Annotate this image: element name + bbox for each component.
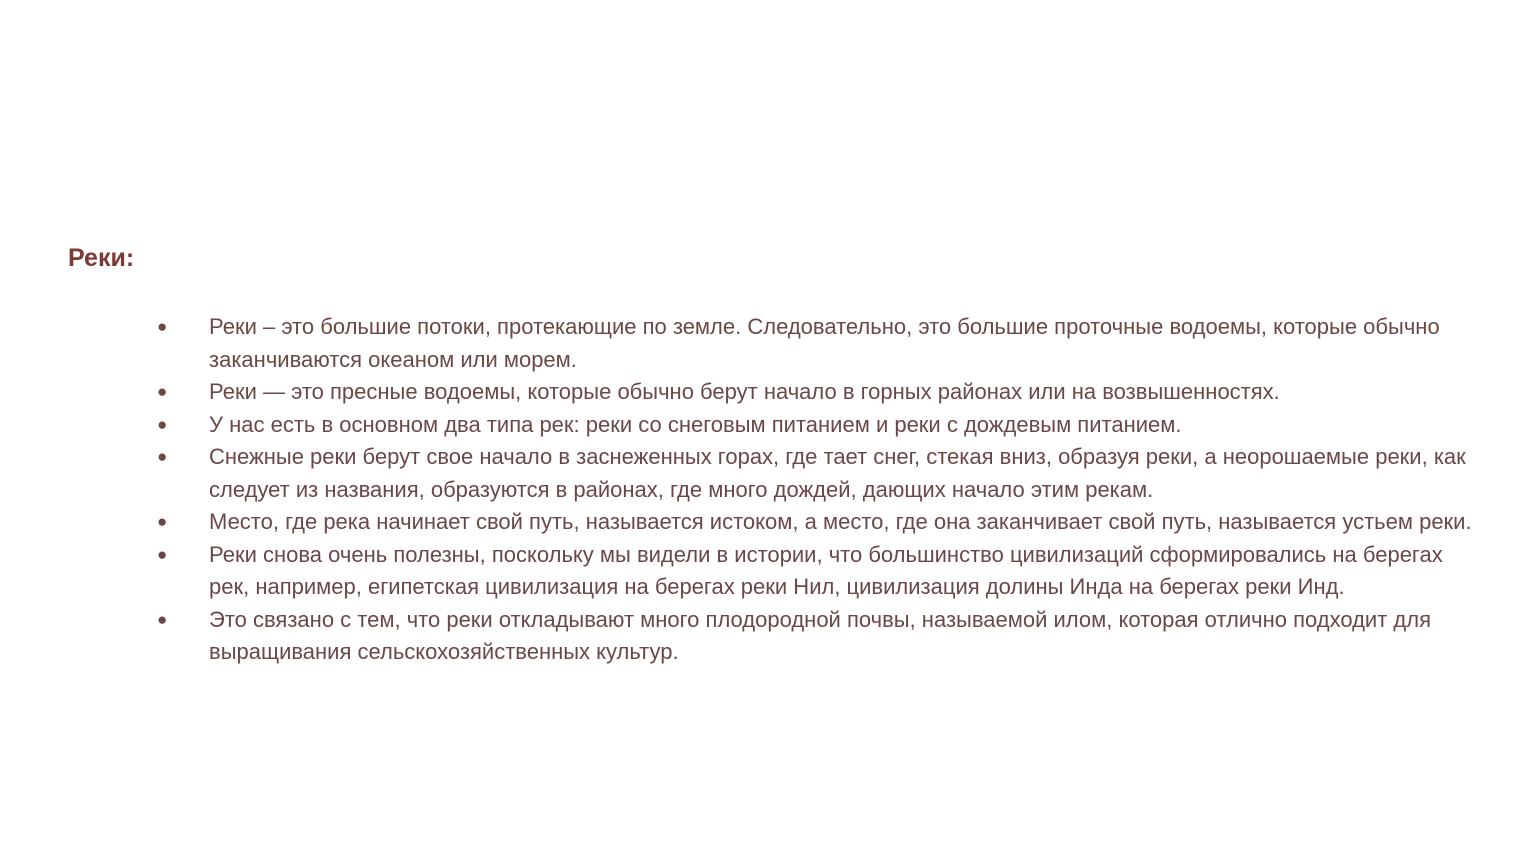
bullet-item [150, 604, 1480, 669]
bullet-marker: ● [157, 544, 168, 564]
bullet-marker: ● [157, 512, 168, 531]
bullet-marker: ● [157, 447, 168, 466]
bullet-text: Реки — это пресные водоемы, которые обычно берут начало в горных районах или на возвышенностях. [209, 379, 1280, 404]
bullet-text: Это связано с тем, что реки откладывают много плодородной почвы, называемой илом, которая отлично подходит для выращивания сельскохозяйственных культур. [209, 606, 1431, 664]
bullet-text: Реки – это большие потоки, протекающие по земле. Следовательно, это большие проточные водоемы, которые обычно заканчиваются океаном или морем. [209, 314, 1440, 372]
bullet-list [150, 311, 1480, 669]
bullet-marker: ● [157, 317, 168, 336]
bullet-item [150, 376, 1480, 409]
bullet-item [150, 441, 1480, 506]
bullet-item [150, 409, 1480, 442]
bullet-item [150, 539, 1480, 604]
bullet-text: Место, где река начинает свой путь, называется истоком, а место, где она заканчивает свой путь, называется устьем реки. [209, 509, 1472, 534]
slide-title: Реки: [68, 244, 135, 272]
bullet-text: У нас есть в основном два типа рек: реки со снеговым питанием и реки с дождевым питанием. [209, 411, 1182, 437]
bullet-marker: ● [157, 609, 168, 629]
bullet-marker: ● [157, 382, 168, 401]
bullet-marker: ● [157, 414, 168, 434]
bullet-item [150, 506, 1480, 539]
bullet-item [150, 311, 1480, 376]
bullet-text: Реки снова очень полезны, поскольку мы видели в истории, что большинство цивилизаций сформировались на берегах рек, например, египетская цивилизация на берегах реки Нил, цивилизация долины Инда на берегах реки Инд. [209, 541, 1443, 599]
bullet-text: Снежные реки берут свое начало в заснеженных горах, где тает снег, стекая вниз, образуя реки, а неорошаемые реки, как следует из названия, образуются в районах, где много дождей, дающих начало этим рекам. [209, 444, 1466, 502]
